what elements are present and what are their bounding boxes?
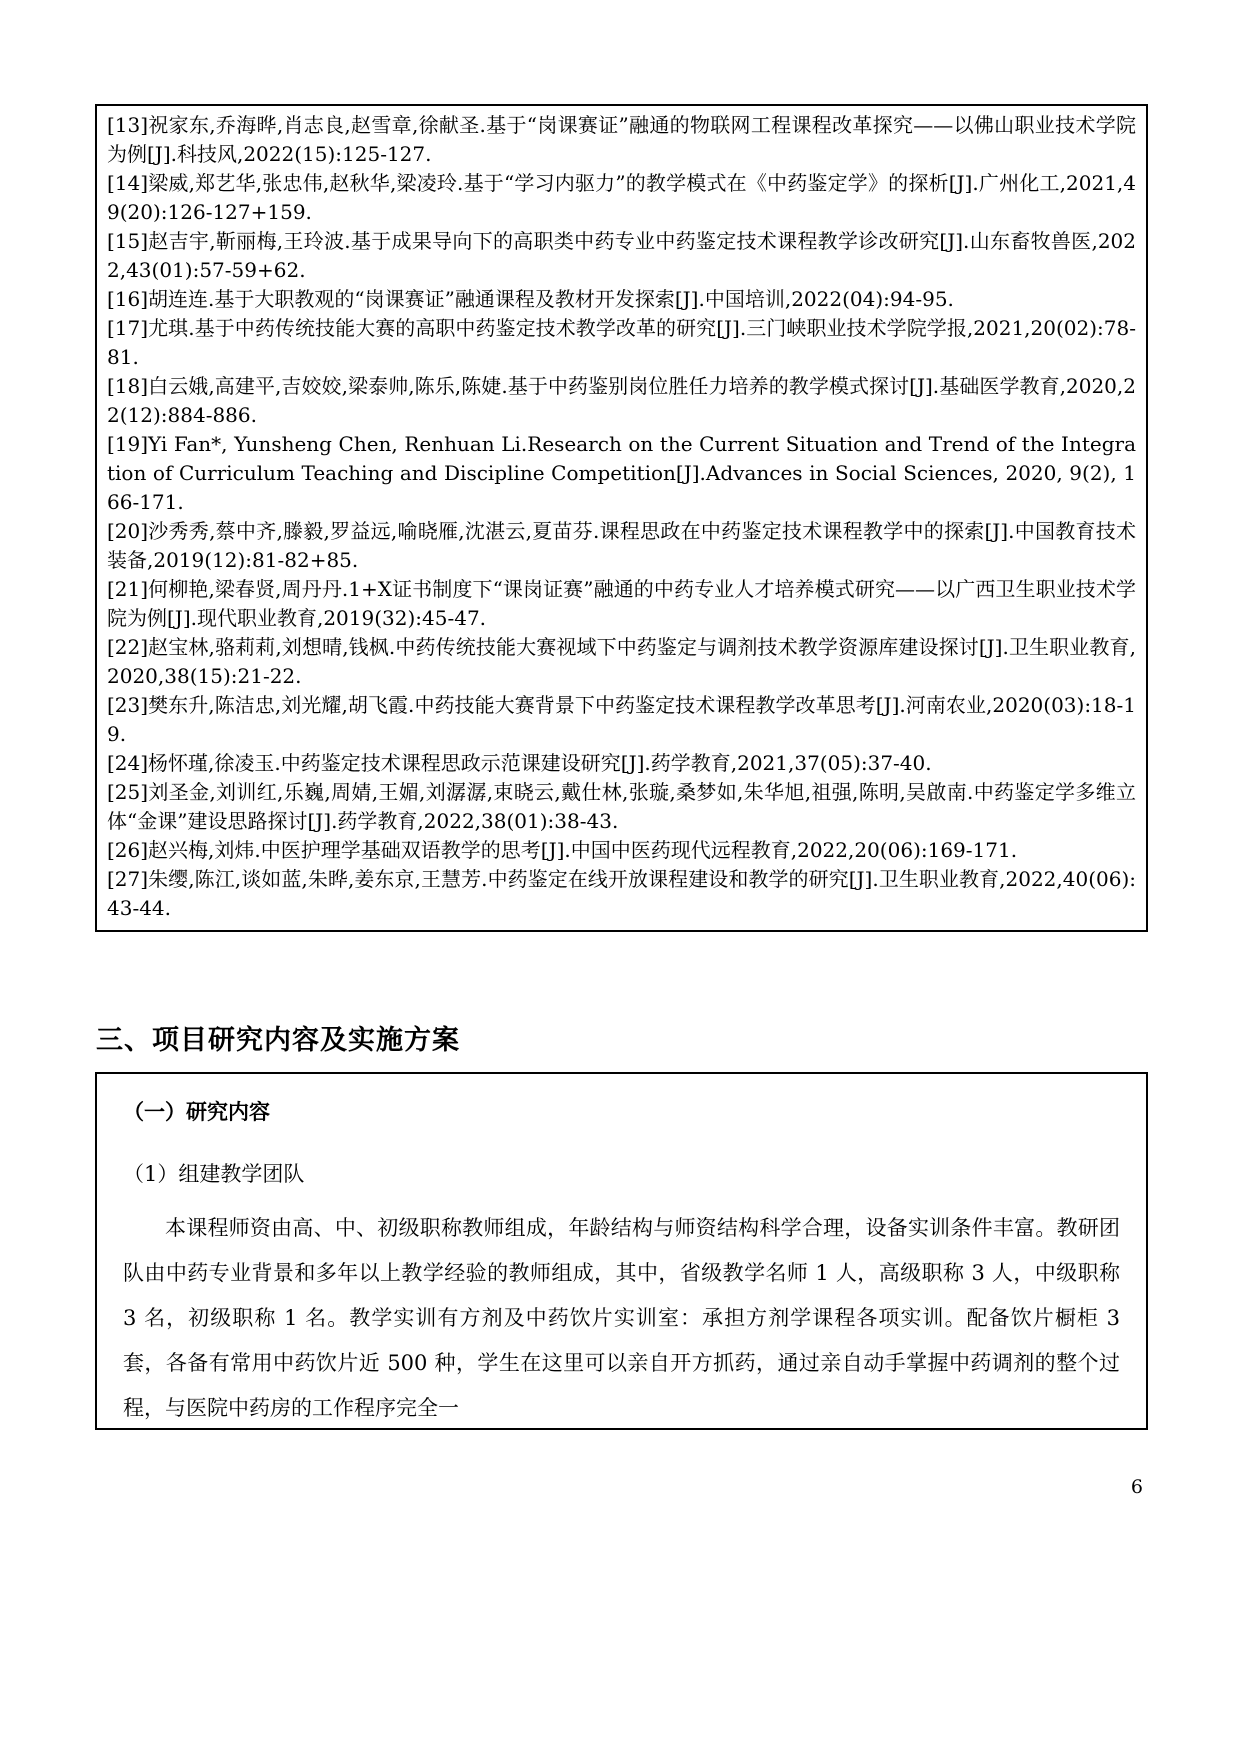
reference-item: [27]朱缨,陈江,谈如蓝,朱晔,姜东京,王慧芳.中药鉴定在线开放课程建设和教学的研究[J].卫生职业教育,2022,40(06):43-44. (107, 867, 1136, 920)
page-number: 6 (1130, 1476, 1143, 1498)
reference-item: [25]刘圣金,刘训红,乐巍,周婧,王媚,刘潺潺,束晓云,戴仕林,张璇,桑梦如,朱华旭,祖强,陈明,吴啟南.中药鉴定学多维立体“金课”建设思路探讨[J].药学教育,2022,38(01):38-43. (107, 780, 1136, 833)
reference-item: [19]Yi Fan*, Yunsheng Chen, Renhuan Li.Research on the Current Situation and Trend of the Integration of Curriculum Teaching and Discipline Competition[J].Advances in Social Sciences, 2020, 9(2), 166-171. (107, 432, 1136, 514)
reference-item: [17]尤琪.基于中药传统技能大赛的高职中药鉴定技术教学改革的研究[J].三门峡职业技术学院学报,2021,20(02):78-81. (107, 316, 1136, 369)
reference-item: [15]赵吉宇,靳丽梅,王玲波.基于成果导向下的高职类中药专业中药鉴定技术课程教学诊改研究[J].山东畜牧兽医,2022,43(01):57-59+62. (107, 229, 1136, 282)
reference-item: [18]白云娥,高建平,吉姣姣,梁泰帅,陈乐,陈婕.基于中药鉴别岗位胜任力培养的教学模式探讨[J].基础医学教育,2020,22(12):884-886. (107, 374, 1136, 427)
body-paragraph: 本课程师资由高、中、初级职称教师组成，年龄结构与师资结构科学合理，设备实训条件丰富。教研团队由中药专业背景和多年以上教学经验的教师组成，其中，省级教学名师 1 人，高级职称 3 人，中级职称 3 名，初级职称 1 名。教学实训有方剂及中药饮片实训室：承担方剂学课程各项实训。配备饮片橱柜 3 套，各备有常用中药饮片近 500 种，学生在这里可以亲自开方抓药，通过亲自动手掌握中药调剂的整个过程，与医院中药房的工作程序完全一 (123, 1216, 1120, 1420)
reference-item: [16]胡连连.基于大职教观的“岗课赛证”融通课程及教材开发探索[J].中国培训,2022(04):94-95. (107, 287, 954, 311)
reference-item: [14]梁威,郑艺华,张忠伟,赵秋华,梁凌玲.基于“学习内驱力”的教学模式在《中药鉴定学》的探析[J].广州化工,2021,49(20):126-127+159. (107, 171, 1136, 224)
subsection-title: （一）研究内容 (123, 1101, 270, 1124)
reference-item: [20]沙秀秀,蔡中齐,滕毅,罗益远,喻晓雁,沈湛云,夏苗芬.课程思政在中药鉴定技术课程教学中的探索[J].中国教育技术装备,2019(12):81-82+85. (107, 519, 1136, 572)
reference-item: [23]樊东升,陈洁忠,刘光耀,胡飞霞.中药技能大赛背景下中药鉴定技术课程教学改革思考[J].河南农业,2020(03):18-19. (107, 693, 1136, 746)
section-heading: 三、项目研究内容及实施方案 (96, 1025, 460, 1055)
reference-item: [22]赵宝林,骆莉莉,刘想晴,钱枫.中药传统技能大赛视域下中药鉴定与调剂技术教学资源库建设探讨[J].卫生职业教育,2020,38(15):21-22. (107, 635, 1136, 688)
references-box (95, 104, 1148, 932)
reference-item: [13]祝家东,乔海晔,肖志良,赵雪章,徐献圣.基于“岗课赛证”融通的物联网工程课程改革探究——以佛山职业技术学院为例[J].科技风,2022(15):125-127. (107, 113, 1136, 166)
reference-item: [24]杨怀瑾,徐凌玉.中药鉴定技术课程思政示范课建设研究[J].药学教育,2021,37(05):37-40. (107, 751, 932, 775)
reference-item: [26]赵兴梅,刘炜.中医护理学基础双语教学的思考[J].中国中医药现代远程教育,2022,20(06):169-171. (107, 838, 1018, 862)
item-title: （1）组建教学团队 (123, 1162, 305, 1186)
research-content-box (95, 1072, 1148, 1430)
reference-item: [21]何柳艳,梁春贤,周丹丹.1+X证书制度下“课岗证赛”融通的中药专业人才培养模式研究——以广西卫生职业技术学院为例[J].现代职业教育,2019(32):45-47. (107, 577, 1136, 630)
